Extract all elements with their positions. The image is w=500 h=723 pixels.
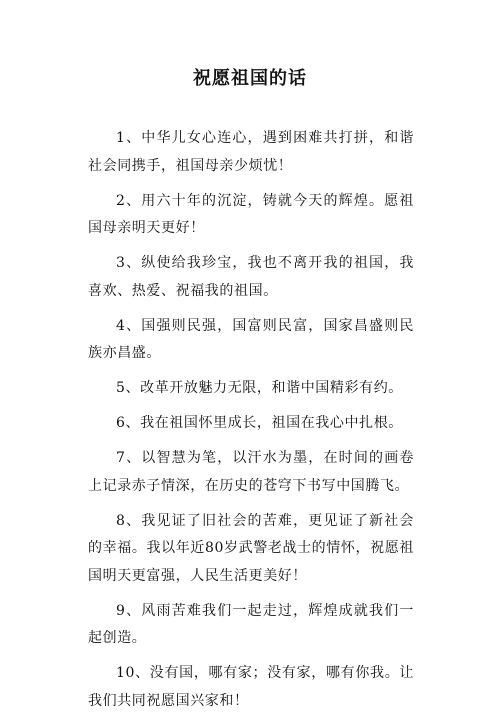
paragraph: 8、我见证了旧社会的苦难，更见证了新社会的幸福。我以年近80岁武警老战士的情怀，祝愿祖国明天更富强，人民生活更美好！ — [88, 512, 414, 584]
paragraph: 10、没有国，哪有家；没有家，哪有你我。让我们共同祝愿国兴家和！ — [88, 665, 414, 709]
paragraph: 4、国强则民强，国富则民富，国家昌盛则民族亦昌盛。 — [88, 317, 414, 361]
page-title: 祝愿祖国的话 — [193, 68, 307, 89]
paragraph: 7、以智慧为笔，以汗水为墨，在时间的画卷上记录赤子情深，在历史的苍穹下书写中国腾飞。 — [88, 450, 414, 494]
paragraph: 2、用六十年的沉淀，铸就今天的辉煌。愿祖国母亲明天更好！ — [88, 192, 414, 236]
paragraph: 5、改革开放魅力无限，和谐中国精彩有约。 — [116, 380, 403, 396]
paragraph: 1、中华儿女心连心，遇到困难共打拼，和谐社会同携手，祖国母亲少烦忧！ — [88, 130, 414, 174]
paragraph: 9、风雨苦难我们一起走过，辉煌成就我们一起创造。 — [88, 602, 414, 646]
paragraph-list — [88, 125, 414, 723]
paragraph: 6、我在祖国怀里成长，祖国在我心中扎根。 — [116, 415, 403, 431]
paragraph: 3、纵使给我珍宝，我也不离开我的祖国，我喜欢、热爱、祝福我的祖国。 — [88, 255, 414, 299]
